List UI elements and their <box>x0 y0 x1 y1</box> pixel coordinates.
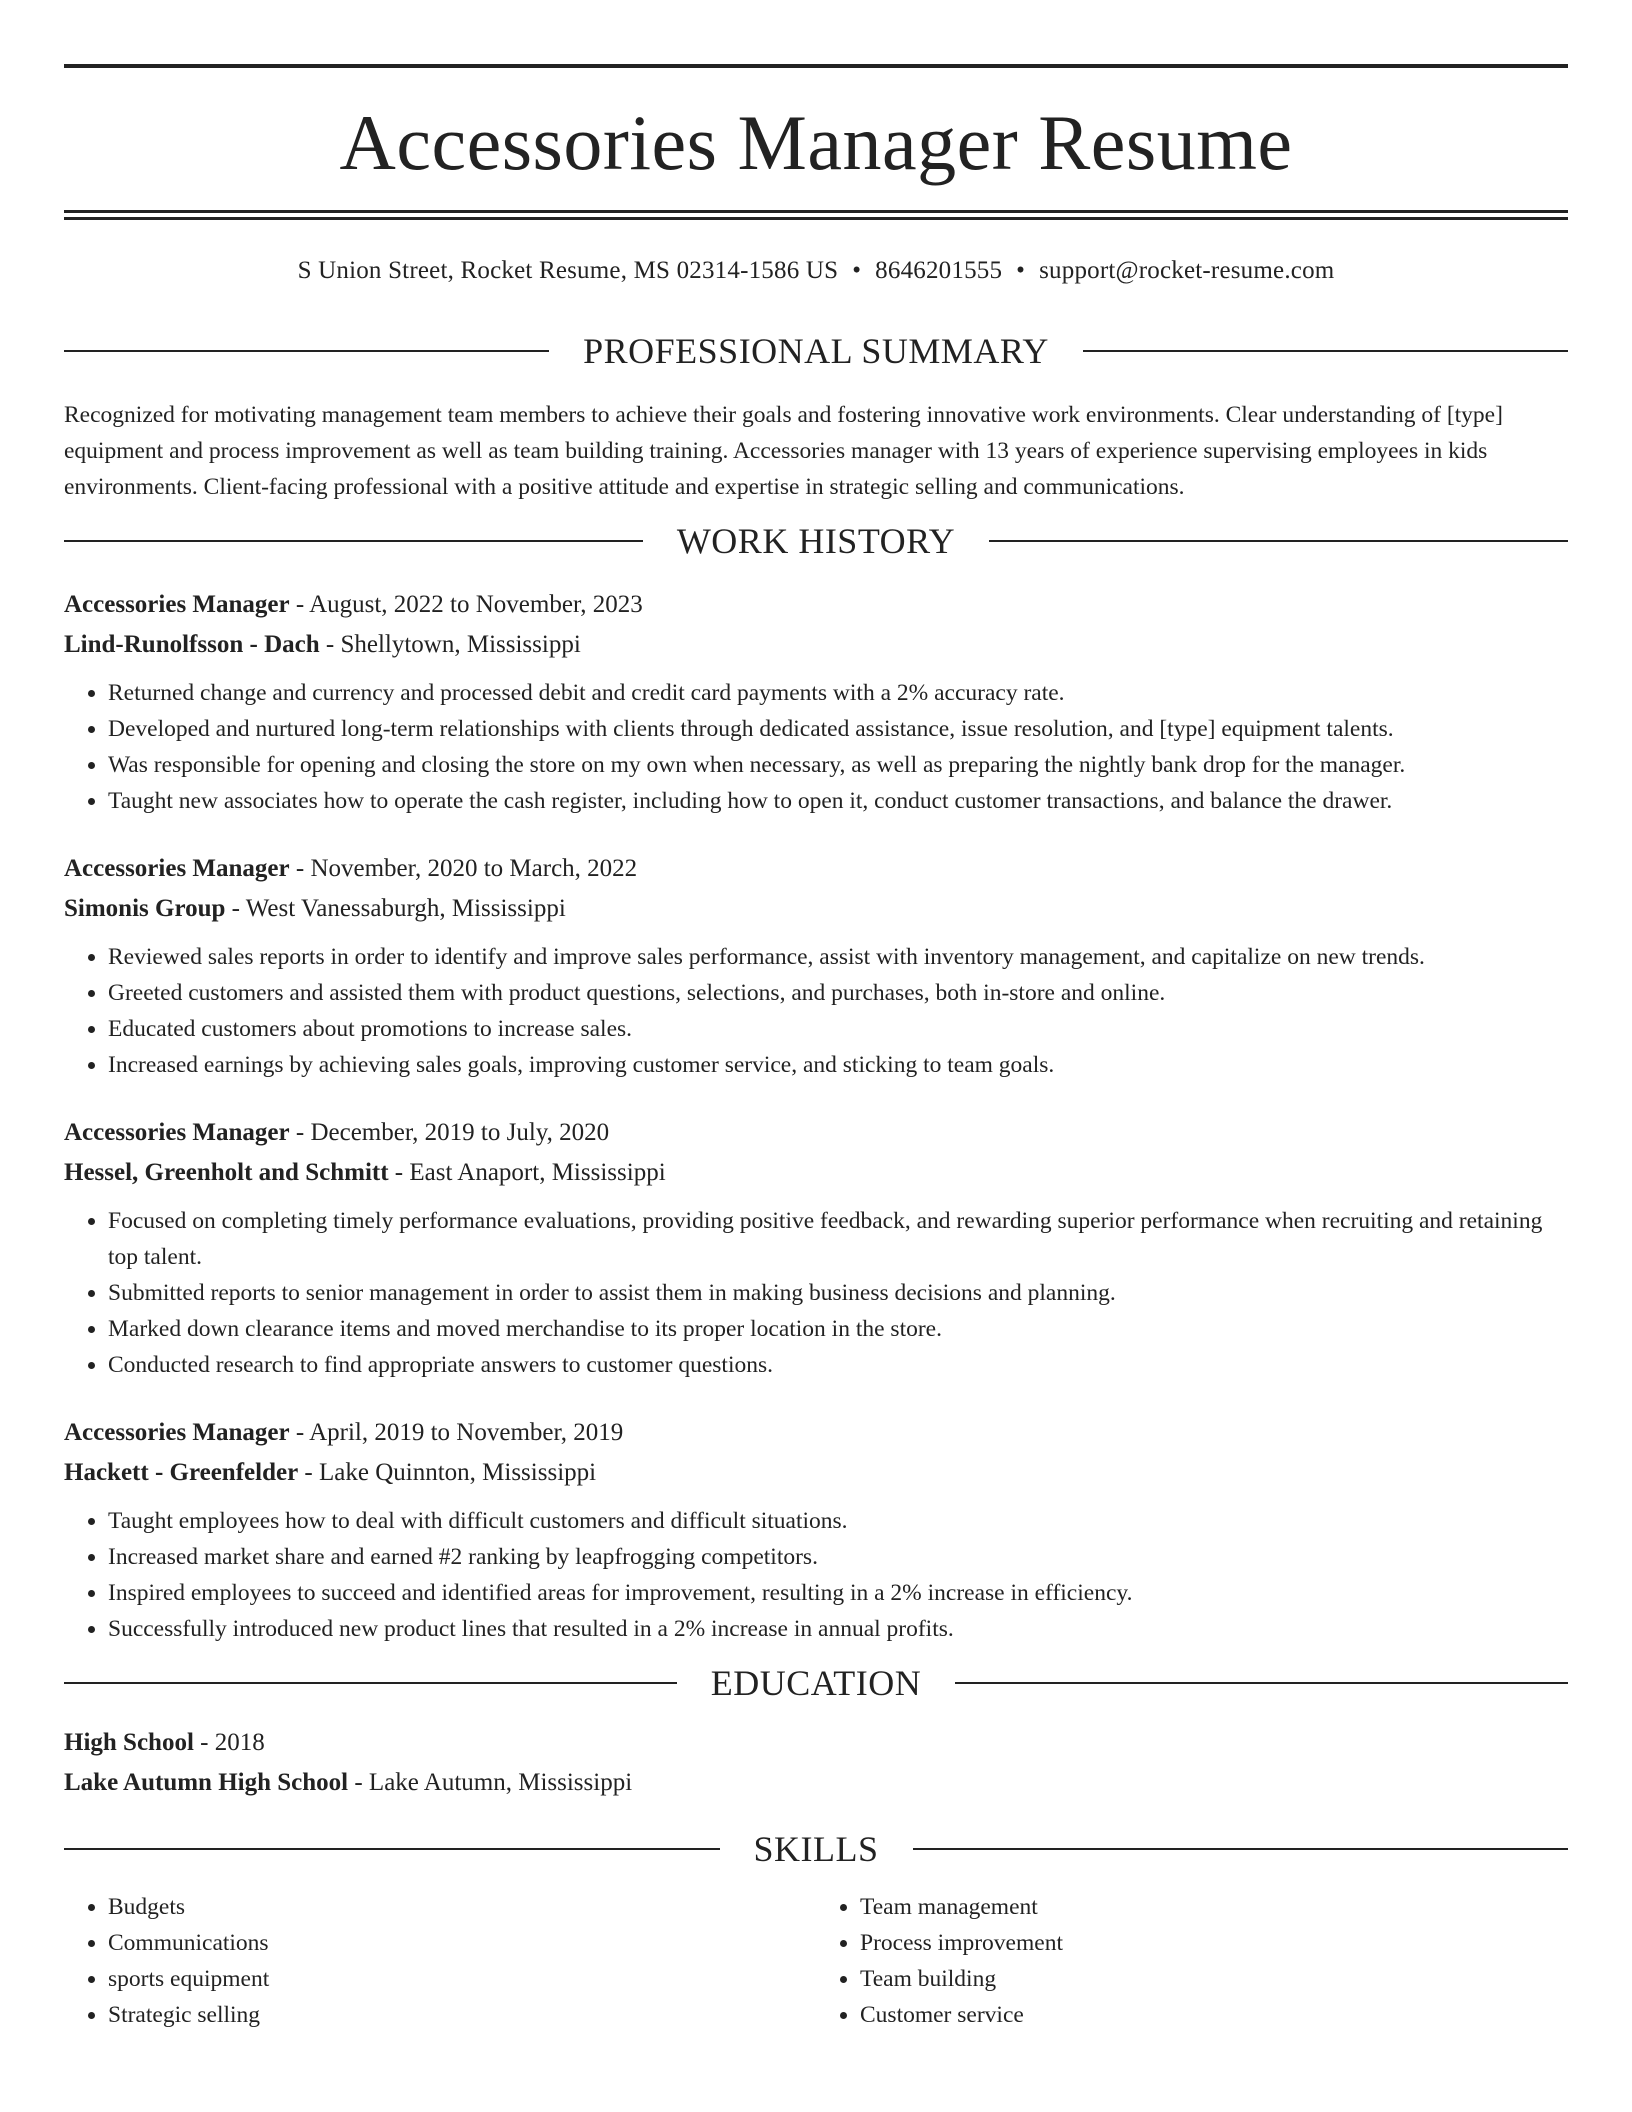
resume-title: Accessories Manager Resume <box>339 99 1293 186</box>
education-degree: High School <box>64 1729 194 1756</box>
job-role: Accessories Manager <box>64 855 290 882</box>
contact-phone: 8646201555 <box>875 257 1003 284</box>
skills-column-left <box>64 1889 816 2033</box>
title-double-rule <box>64 210 1568 220</box>
job-bullets <box>64 1203 1568 1383</box>
job-location: - Lake Quinnton, Mississippi <box>298 1459 597 1486</box>
job-bullet: • Submitted reports to senior management in order to assist them in making business decisions and planning. <box>108 1275 1568 1311</box>
job-title-line <box>64 1413 1568 1453</box>
job-bullet: • Increased market share and earned #2 ranking by leapfrogging competitors. <box>108 1539 1568 1575</box>
job-title-line <box>64 1113 1568 1153</box>
job-bullets <box>64 939 1568 1083</box>
skills-column-right <box>816 1889 1568 2033</box>
education-entry <box>64 1723 1568 1803</box>
education-location: - Lake Autumn, Mississippi <box>348 1769 633 1796</box>
top-rule <box>64 64 1568 68</box>
contact-address: S Union Street, Rocket Resume, MS 02314-1586 US <box>297 257 839 284</box>
job-entry <box>64 849 1568 1083</box>
job-title-line <box>64 849 1568 889</box>
skill-item: • Process improvement <box>860 1925 1568 1961</box>
section-heading-skills <box>64 1831 1568 1867</box>
job-bullet: • Reviewed sales reports in order to identify and improve sales performance, assist with inventory management, and capitalize on new trends. <box>108 939 1568 975</box>
section-heading-summary <box>64 333 1568 369</box>
job-bullet: • Conducted research to find appropriate answers to customer questions. <box>108 1347 1568 1383</box>
job-dates: - August, 2022 to November, 2023 <box>289 591 643 618</box>
summary-text: Recognized for motivating management team members to achieve their goals and fostering innovative work environments. Clear understanding of [type] equipment and process improvement as well as team building training. Accessories manager with 13 years of experience supervising employees in kids environments. Client-facing professional with a positive attitude and expertise in strategic selling and communications. <box>64 402 1503 500</box>
job-role: Accessories Manager <box>64 1119 290 1146</box>
job-bullet: • Successfully introduced new product lines that resulted in a 2% increase in annual profits. <box>108 1611 1568 1647</box>
skill-item: • Communications <box>108 1925 816 1961</box>
skill-item: • Budgets <box>108 1889 816 1925</box>
job-bullet: • Inspired employees to succeed and identified areas for improvement, resulting in a 2% increase in efficiency. <box>108 1575 1568 1611</box>
job-bullet: • Taught employees how to deal with difficult customers and difficult situations. <box>108 1503 1568 1539</box>
job-bullet: • Focused on completing timely performance evaluations, providing positive feedback, and rewarding superior performance when recruiting and retaining top talent. <box>108 1203 1568 1275</box>
section-heading-education <box>64 1665 1568 1701</box>
divider-line <box>1083 350 1568 352</box>
section-title: PROFESSIONAL SUMMARY <box>583 331 1049 371</box>
job-company-line <box>64 1453 1568 1493</box>
divider-line <box>955 1682 1568 1684</box>
education-degree-line <box>64 1723 1568 1763</box>
skill-item: • Customer service <box>860 1997 1568 2033</box>
job-bullet: • Was responsible for opening and closing the store on my own when necessary, as well as preparing the nightly bank drop for the manager. <box>108 747 1568 783</box>
job-location: - Shellytown, Mississippi <box>319 631 581 658</box>
job-bullet: • Marked down clearance items and moved merchandise to its proper location in the store. <box>108 1311 1568 1347</box>
contact-separator: • <box>852 257 862 284</box>
skill-item: • Team management <box>860 1889 1568 1925</box>
job-dates: - April, 2019 to November, 2019 <box>289 1419 624 1446</box>
job-bullet: • Increased earnings by achieving sales goals, improving customer service, and sticking to team goals. <box>108 1047 1568 1083</box>
job-location: - East Anaport, Mississippi <box>388 1159 666 1186</box>
contact-email: support@rocket-resume.com <box>1039 257 1335 284</box>
skills-bullets <box>64 1889 816 2033</box>
divider-line <box>64 350 549 352</box>
skill-item: • Team building <box>860 1961 1568 1997</box>
job-company: Hackett - Greenfelder <box>64 1459 299 1486</box>
job-company-line <box>64 625 1568 665</box>
job-entry <box>64 1413 1568 1647</box>
skill-item: • sports equipment <box>108 1961 816 1997</box>
job-company-line <box>64 889 1568 929</box>
contact-separator: • <box>1016 257 1026 284</box>
skill-item: • Strategic selling <box>108 1997 816 2033</box>
job-entry <box>64 585 1568 819</box>
job-bullet: • Taught new associates how to operate the cash register, including how to open it, conduct customer transactions, and balance the drawer. <box>108 783 1568 819</box>
education-school: Lake Autumn High School <box>64 1769 349 1796</box>
divider-line <box>989 540 1568 542</box>
section-heading-work <box>64 523 1568 559</box>
section-title: SKILLS <box>753 1829 879 1869</box>
job-bullet: • Educated customers about promotions to increase sales. <box>108 1011 1568 1047</box>
skills-list <box>64 1889 1568 2033</box>
job-role: Accessories Manager <box>64 591 290 618</box>
job-role: Accessories Manager <box>64 1419 290 1446</box>
divider-line <box>913 1848 1569 1850</box>
job-bullet: • Returned change and currency and processed debit and credit card payments with a 2% accuracy rate. <box>108 675 1568 711</box>
contact-line <box>64 258 1568 283</box>
job-dates: - December, 2019 to July, 2020 <box>289 1119 610 1146</box>
job-bullet: • Developed and nurtured long-term relationships with clients through dedicated assistance, issue resolution, and [type] equipment talents. <box>108 711 1568 747</box>
job-company: Simonis Group <box>64 895 226 922</box>
job-entry <box>64 1113 1568 1383</box>
job-company-line <box>64 1153 1568 1193</box>
job-bullets <box>64 675 1568 819</box>
section-title: WORK HISTORY <box>676 521 956 561</box>
education-school-line <box>64 1763 1568 1803</box>
job-bullets <box>64 1503 1568 1647</box>
job-company: Hessel, Greenholt and Schmitt <box>64 1159 389 1186</box>
divider-line <box>64 540 643 542</box>
job-company: Lind-Runolfsson - Dach <box>64 631 320 658</box>
skills-bullets <box>816 1889 1568 2033</box>
job-title-line <box>64 585 1568 625</box>
job-bullet: • Greeted customers and assisted them with product questions, selections, and purchases, both in-store and online. <box>108 975 1568 1011</box>
section-title: EDUCATION <box>710 1663 922 1703</box>
education-year: - 2018 <box>193 1729 265 1756</box>
divider-line <box>64 1682 677 1684</box>
divider-line <box>64 1848 720 1850</box>
job-location: - West Vanessaburgh, Mississippi <box>225 895 566 922</box>
job-dates: - November, 2020 to March, 2022 <box>289 855 638 882</box>
